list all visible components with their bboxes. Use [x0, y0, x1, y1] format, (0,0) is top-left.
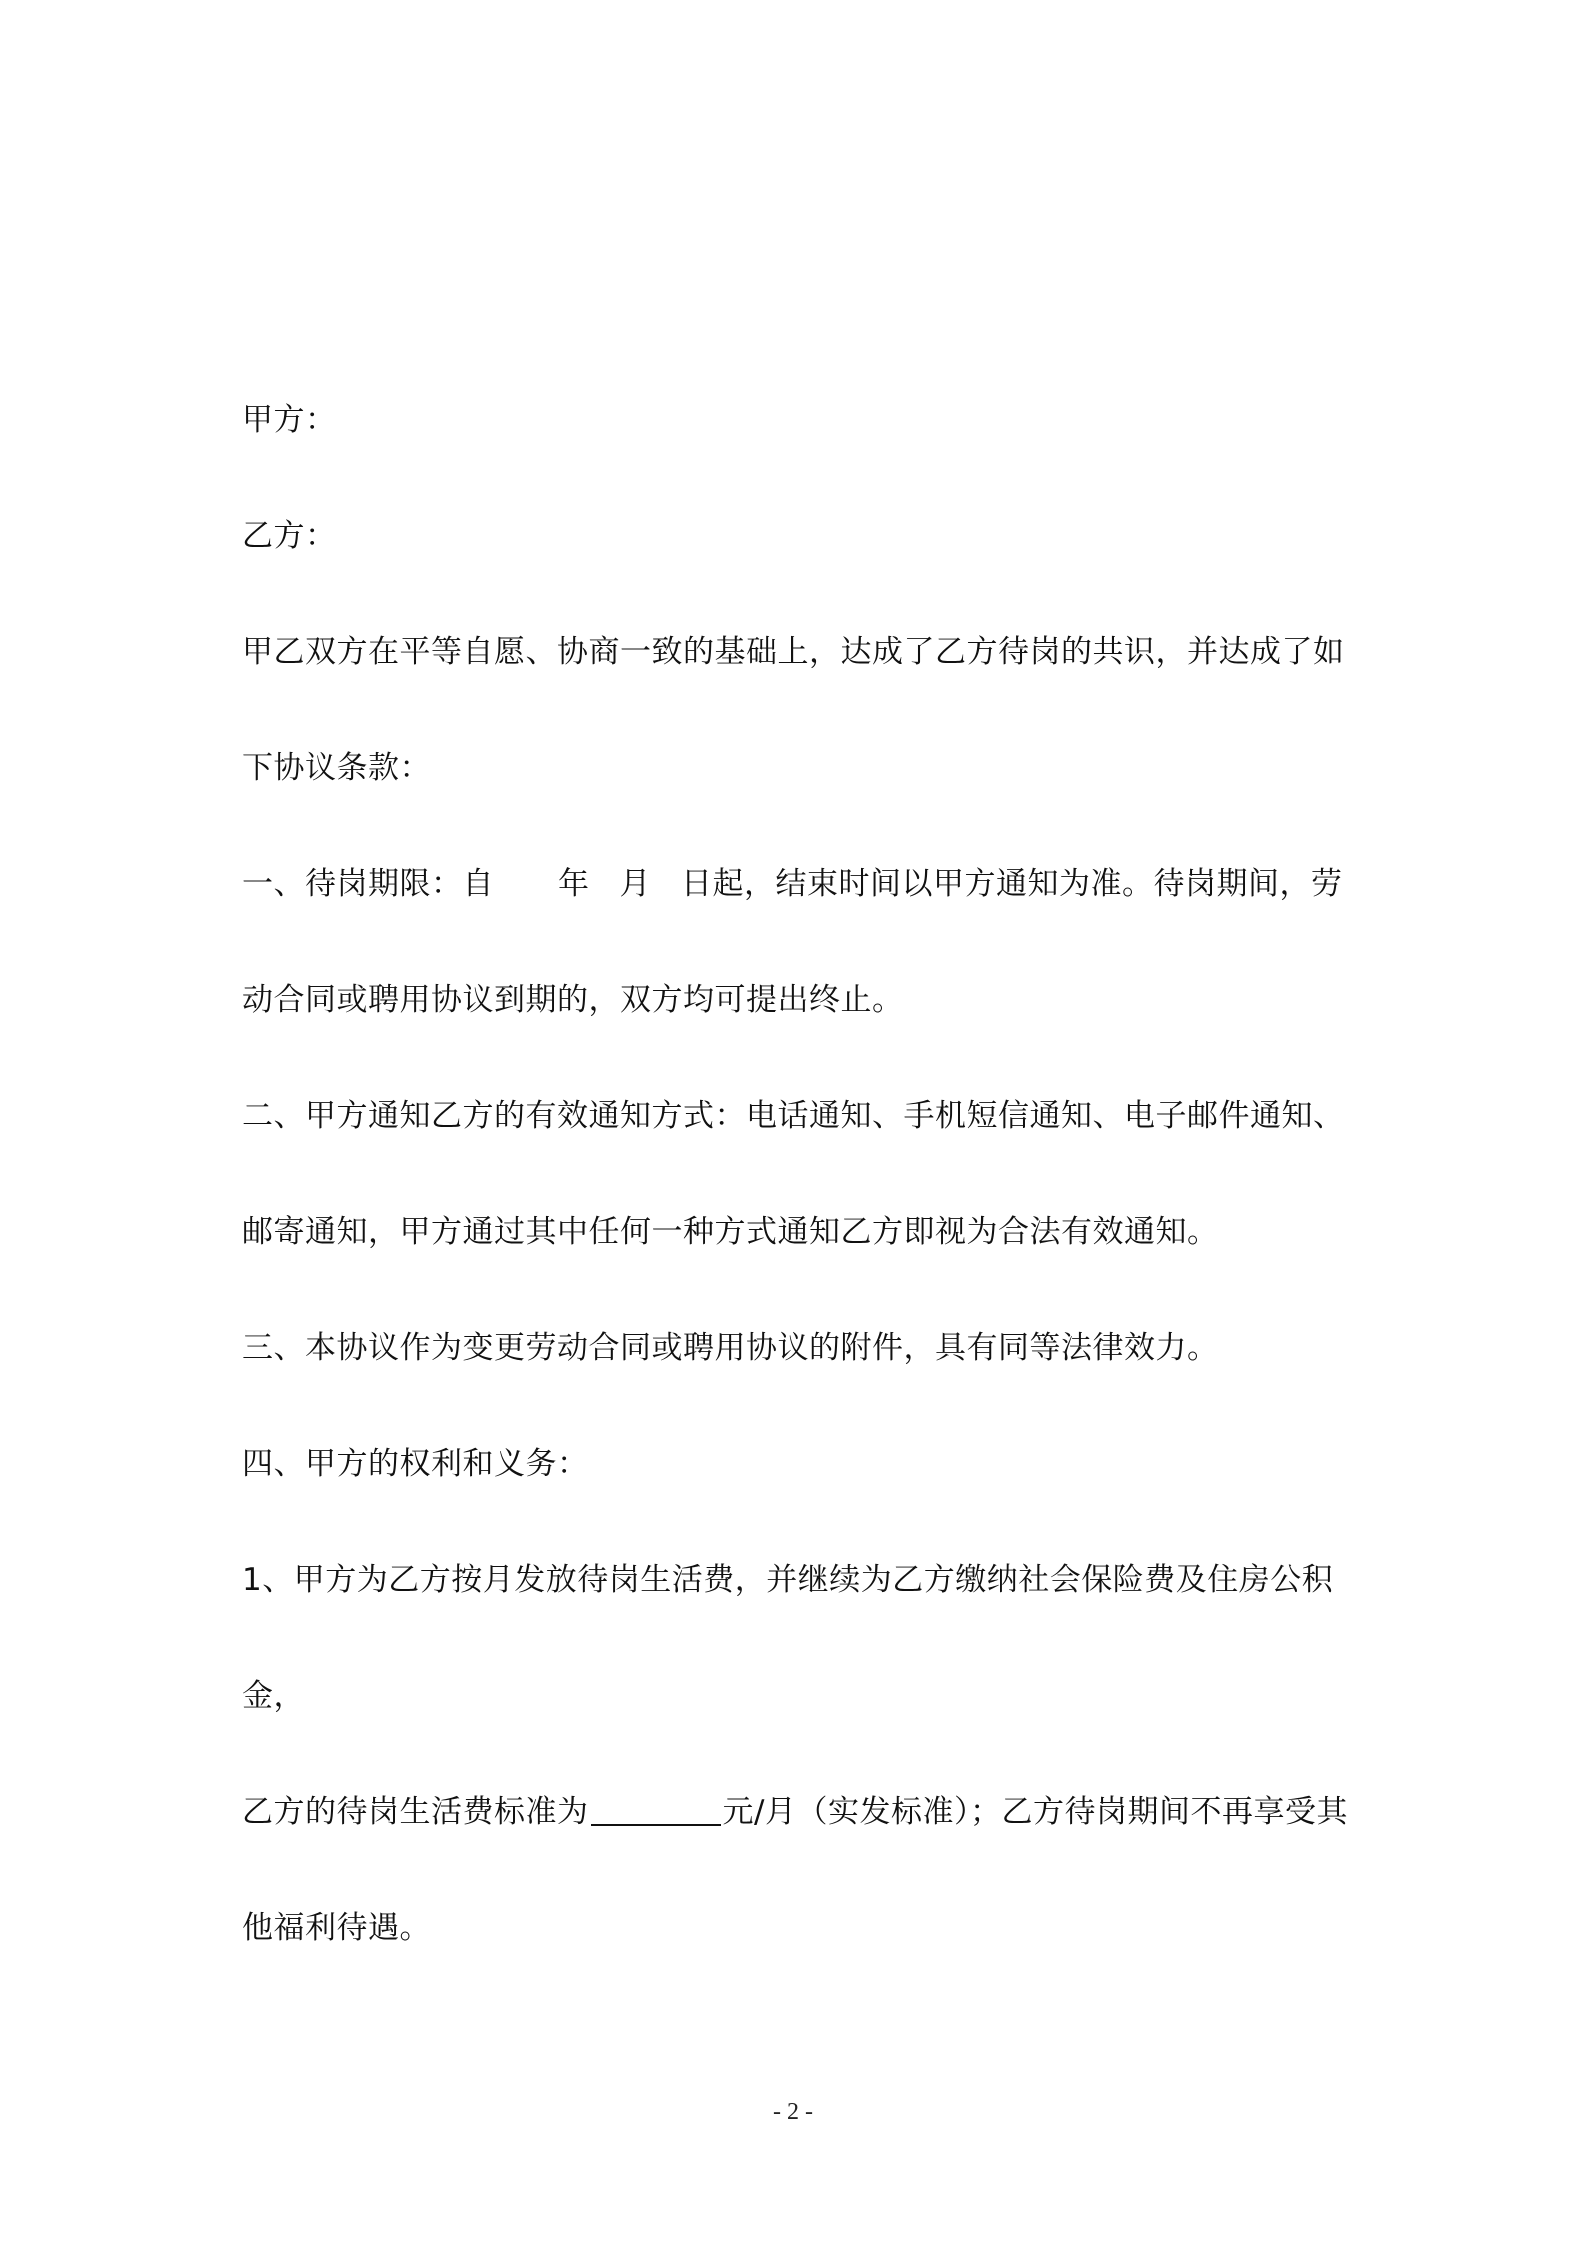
item-1-line-2: 金，: [242, 1678, 305, 1714]
clause-1-month: 月: [619, 866, 651, 902]
item-1-line-1: 1、甲方为乙方按月发放待岗生活费，并继续为乙方缴纳社会保险费及住房公积: [242, 1562, 1334, 1598]
clause-4-heading: 四、甲方的权利和义务：: [242, 1446, 589, 1482]
allowance-amount-blank: [591, 1794, 721, 1826]
clause-1-line-2: 动合同或聘用协议到期的，双方均可提出终止。: [242, 982, 904, 1018]
clause-1-year: 年: [558, 866, 590, 902]
item-2-line-2: 他福利待遇。: [242, 1910, 431, 1946]
item-2-line-1: [242, 1792, 1348, 1832]
party-a-line: 甲方：: [242, 402, 337, 438]
item-2-suffix: 元/月（实发标准）；乙方待岗期间不再享受其: [722, 1794, 1348, 1830]
intro-line-2: 下协议条款：: [242, 750, 431, 786]
clause-1-prefix: 一、待岗期限：自: [242, 866, 494, 902]
clause-3-line: 三、本协议作为变更劳动合同或聘用协议的附件，具有同等法律效力。: [242, 1330, 1219, 1366]
clause-1-line-1: [242, 864, 1343, 904]
page-number: - 2 -: [773, 2099, 813, 2125]
clause-1-suffix: 日起，结束时间以甲方通知为准。待岗期间，劳: [681, 866, 1343, 902]
clause-2-line-2: 邮寄通知，甲方通过其中任何一种方式通知乙方即视为合法有效通知。: [242, 1214, 1219, 1250]
clause-2-line-1: 二、甲方通知乙方的有效通知方式：电话通知、手机短信通知、电子邮件通知、: [242, 1098, 1345, 1134]
intro-line-1: 甲乙双方在平等自愿、协商一致的基础上，达成了乙方待岗的共识，并达成了如: [242, 634, 1345, 670]
party-b-line: 乙方：: [242, 518, 337, 554]
item-2-prefix: 乙方的待岗生活费标准为: [242, 1794, 589, 1830]
